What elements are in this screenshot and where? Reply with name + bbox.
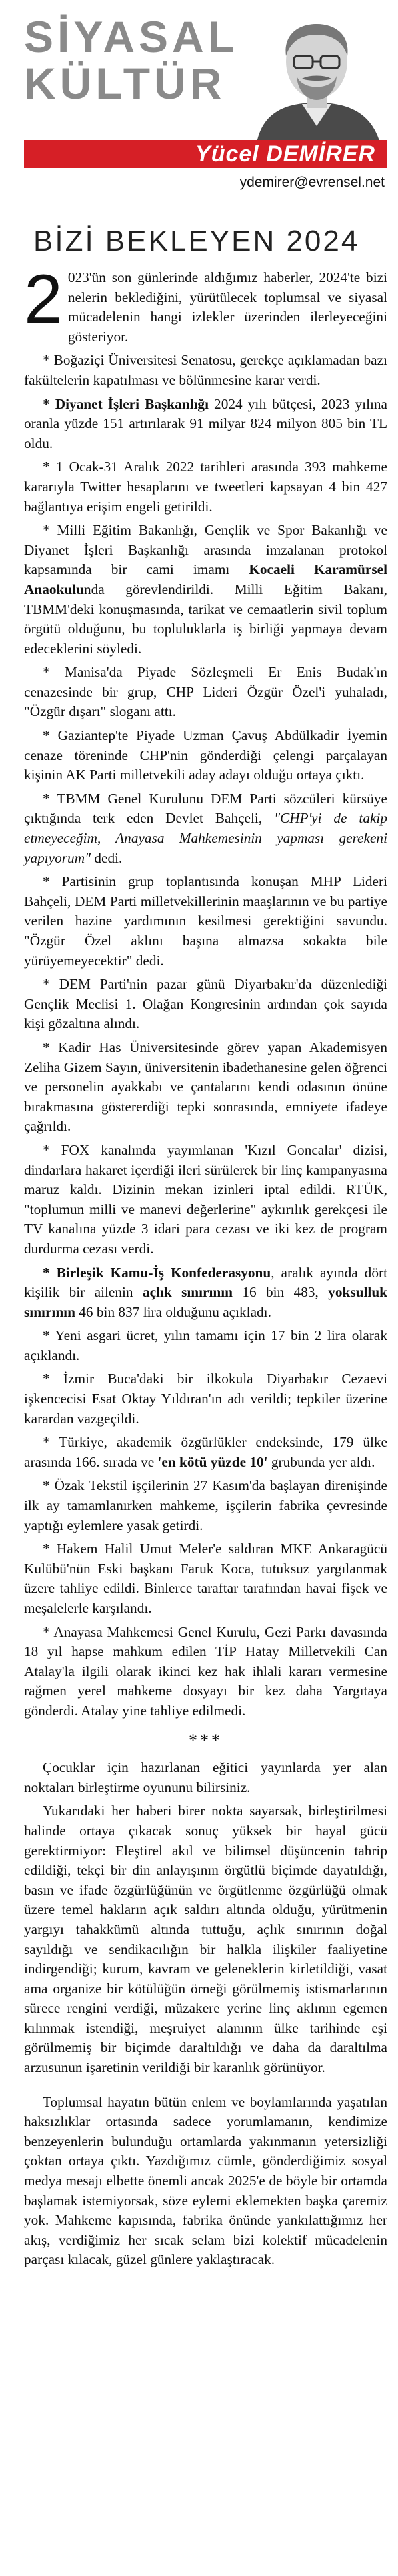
body-paragraph-2: Yukarıdaki her haberi birer nokta sayarsak, birleştirilmesi halinde ortaya çıkacak sonuç yüksek bir hayal gücü gerektirmiyor: Eleştirel akıl ve bilimsel düşüncenin tahrip edildiği, tekçi bir din anlayışının örgütlü biçimde dayatıldığı, basın ve ifade özgürlüğünün ve örgütlenme özgürlüğü olmak üzere temel hakların açık saldırı altında olduğu, yürütmenin yargıyı tahakkümü altında tuttuğu, açlık sınırının doğal sayıldığı ve sendikacılığın bir halkla ilişkiler faaliyetine indirgendiği; kurum, kavram ve geleneklerin kirletildiği, vasat ama organize bir kötülüğün örneği görülmemiş istismarlarının sürece rengini verdiği, müzakere yerine linç aklının egemen kılınmak istendiği, meşruiyet alanının ülke tarihinde eşi görülmemiş bir biçimde daraltıldığı ve daha da daraltılma arzusunun işaretinin verildiği bir karanlık görünüyor. (24, 1803, 387, 2076)
author-name: Yücel DEMİRER (195, 141, 375, 167)
news-item-2 (24, 395, 387, 454)
author-email: ydemirer@evrensel.net (239, 175, 385, 190)
column-name-line2: KÜLTÜR (24, 59, 226, 108)
news-item-18: * Anayasa Mahkemesi Genel Kurulu, Gezi Parkı davasında 18 yıl hapse mahkum edilen TİP Hatay Milletvekili Can Atalay'la ilgili olarak ikinci kez hak ihlali kararı vermesine rağmen yerel mahkeme dosyayı bir kez daha Yargıtaya gönderdi. Atalay yine tahliye edilmedi. (24, 1623, 387, 1719)
news-item-17: * Hakem Halil Umut Meler'e saldıran MKE Ankaragücü Kulübü'nün Eski başkanı Faruk Koca, tutuksuz yargılanmak üzere tahliye edildi. Binlerce taraftar tarafından havai fişek ve meşalelerle karşılandı. (24, 1541, 387, 1616)
news-item-15-text-c: grubunda yer aldı. (267, 1453, 375, 1470)
author-name-bar (24, 140, 387, 168)
news-item-12-bold-3: yoksulluk sınırının (24, 1284, 388, 1320)
news-item-12-bold-2: açlık sınırının (142, 1284, 233, 1301)
body-paragraph-1: Çocuklar için hazırlanan eğitici yayınlarda yer alan noktaları birleştirme oyununu bilirsiniz. (24, 1759, 387, 1795)
news-item-2-bold: * Diyanet İşleri Başkanlığı (43, 395, 209, 412)
news-item-12 (24, 1263, 387, 1323)
article-headline: BİZİ BEKLEYEN 2024 (33, 225, 360, 257)
news-item-9: * DEM Parti'nin pazar günü Diyarbakır'da düzenlediği Gençlik Meclisi 1. Olağan Kongresinin ardından çok sayıda kişi gözaltına alındı. (24, 976, 387, 1032)
news-item-1: * Boğaziçi Üniversitesi Senatosu, gerekçe açıklamadan bazı fakültelerin kapatılması ve bölünmesine karar verdi. (24, 352, 387, 388)
news-item-11: * FOX kanalında yayımlanan 'Kızıl Goncalar' dizisi, dindarlara hakaret içerdiği ileri sürülerek bir linç kampanyasına maruz kaldı. Dizinin mekan izinleri iptal edildi. RTÜK, "toplumun milli ve manevi değerlerine" aykırılık gerekçesi ile TV kanalına yüzde 3 idari para cezası ve iki kez de program durdurma cezası verdi. (24, 1141, 387, 1257)
news-item-14: * İzmir Buca'daki bir ilkokula Diyarbakır Cezaevi işkencecisi Esat Oktay Yıldıran'ın adı verildi; tepkiler üzerine karardan vazgeçildi. (24, 1371, 387, 1427)
intro-paragraph (24, 261, 387, 347)
column-name (24, 13, 251, 107)
column-name-line1: SİYASAL (24, 12, 239, 61)
body-paragraph-3: Toplumsal hayatın bütün enlem ve boylamlarında yaşatılan haksızlıklar ortasında sadece yorumlamanın, kendimize benzeyenlerin bulunduğu ortamlarda yakınmanın yetersizliği çoktan ortaya çıktı. Yazdığımız cümle, gönderdiğimiz sosyal medya mesajı elbette önemli ancak 2025'e de böyle bir ortamda başlamak istemiyorsak, söze eylemi eklemekten başka çaremiz yok. Mahkeme kapısında, fabrika önünde yankılattığımız her akış, verdiğimiz her sıcak selam bizi kolektif mücadelenin parçası kılacak, güzel günlere yaklaştıracak. (24, 2093, 387, 2268)
news-item-15 (24, 1433, 387, 1472)
news-item-5: * Manisa'da Piyade Sözleşmeli Er Enis Budak'ın cenazesinde bir grup, CHP Lideri Özgür Özel'i yuhaladı, "Özgür dışarı" sloganı attı. (24, 664, 387, 720)
news-item-7-quote: "CHP'yi de takip etmeyeceğim, Anayasa Mahkemesinin yapması gerekeni yapıyorum" (24, 810, 387, 866)
news-item-8: * Partisinin grup toplantısında konuşan MHP Lideri Bahçeli, DEM Parti milletvekillerinin maaşlarının ve bu partiye verilen hazine yardımının kesilmesi gerektiğini savundu. "Özgür Özel aklını başına almazsa sokakta bile yürüyemeyecektir" dedi. (24, 873, 387, 969)
intro-text: 023'ün son günlerinde aldığımız haberler, 2024'te bizi nelerin beklediğini, yürütülecek toplumsal ve siyasal mücadelenin hangi izlekler üzerinden ilerleyeceğini gösteriyor. (67, 269, 387, 345)
news-item-15-text-a: * Türkiye, akademik özgürlükler endeksinde, 179 ülke arasında 166. sırada ve (24, 1434, 387, 1470)
news-item-12-text-a: , aralık ayında dört kişilik bir ailenin (24, 1264, 387, 1301)
news-item-12-text-d: 46 bin 837 lira olduğunu açıkladı. (75, 1303, 271, 1320)
news-item-4 (24, 521, 387, 659)
news-item-16: * Özak Tekstil işçilerinin 27 Kasım'da başlayan direnişinde ilk ay tamamlanırken mahkeme, işçilerin fabrika çevresinde yaptığı eylemlere yasak getirdi. (24, 1477, 387, 1533)
news-item-6: * Gaziantep'te Piyade Uzman Çavuş Abdülkadir İyemin cenaze töreninde CHP'nin gönderdiği çelengi parçalayan kişinin AK Parti milletvekili aday adayı olduğu ortaya çıktı. (24, 727, 387, 783)
news-item-4-text-a: * Milli Eğitim Bakanlığı, Gençlik ve Spor Bakanlığı ve Diyanet İşleri Başkanlığı arasında imzalanan protokol kapsamında bir cami imamı (24, 522, 387, 578)
news-item-15-bold: 'en kötü yüzde 10' (157, 1453, 268, 1470)
news-item-10: * Kadir Has Üniversitesinde görev yapan Akademisyen Zeliha Gizem Sayın, üniversitenin ibadethanesine gelen öğrenci ve personelin ayakkabı ve çantalarını kendi odasının önüne bırakmasına göstererdiği tepki sonrasında, emniyete ifadeye çağrıldı. (24, 1039, 387, 1135)
news-item-12-bold-1: * Birleşik Kamu-İş Konfederasyonu (43, 1264, 271, 1281)
news-item-4-text-c: nda görevlendirildi. Milli Eğitim Bakanı, TBMM'deki konuşmasında, tarikat ve cemaatlerin sivil toplum örgütü olduğunu, bu topluluklarla iş birliği yapmaya devam edeceklerini söyledi. (24, 581, 387, 657)
news-item-2-text: 2024 yılı bütçesi, 2023 yılına oranla yüzde 151 artırılarak 91 milyar 824 milyon 805 bin TL oldu. (24, 395, 388, 451)
news-item-7-text-c: dedi. (91, 849, 123, 866)
author-photo (243, 9, 390, 143)
drop-cap: 2 (24, 261, 63, 338)
news-item-13: * Yeni asgari ücret, yılın tamamı için 17 bin 2 lira olarak açıklandı. (24, 1327, 387, 1363)
news-item-12-text-c: 16 bin 483, (233, 1284, 329, 1301)
news-item-4-bold: Kocaeli Karamürsel Anaokulu (24, 561, 387, 597)
section-separator: *** (189, 1730, 223, 1750)
column-header (0, 0, 398, 220)
news-item-7-text-a: * TBMM Genel Kurulunu DEM Parti sözcüleri kürsüye çıktığında terk eden Devlet Bahçeli, (24, 790, 387, 827)
news-item-7 (24, 789, 387, 868)
news-item-3: * 1 Ocak-31 Aralık 2022 tarihleri arasında 393 mahkeme kararıyla Twitter hesaplarını ve tweetleri kapsayan 4 bin 427 bağlantıya erişim engeli getirildi. (24, 459, 387, 515)
article-body (24, 261, 388, 2270)
